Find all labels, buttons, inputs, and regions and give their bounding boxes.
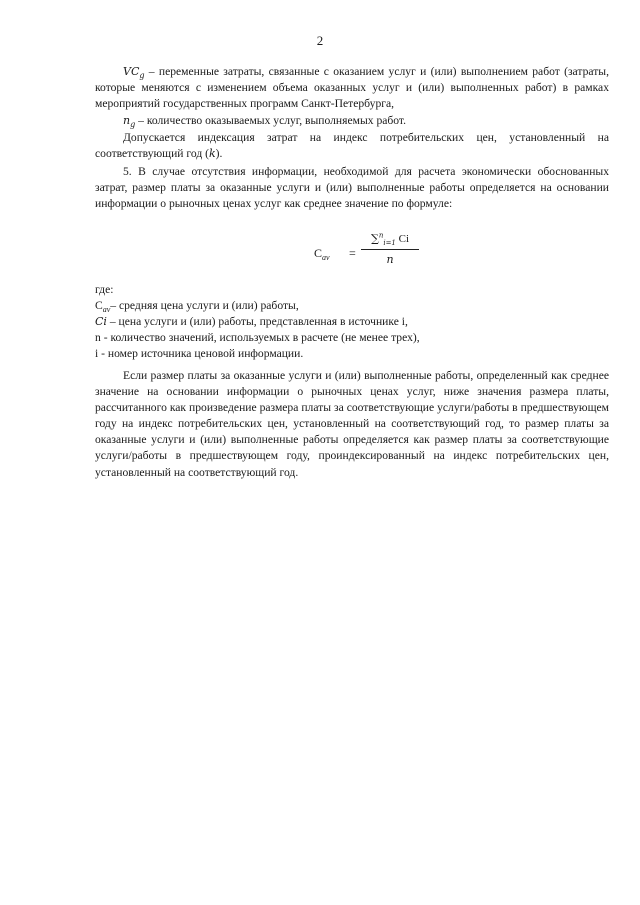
ng-definition-text: – количество оказываемых услуг, выполняемых работ. <box>138 114 407 128</box>
vcg-variable: $VC_g$ <box>123 65 145 80</box>
paragraph-closing: Если размер платы за оказанные услуги и (или) выполненные работы, определенный как среднее значение на основании информации о рыночных ценах услуг, ниже значения размера платы, рассчитанного как произведение размера платы за соответствующие услуги/работы в предшествующем году на индекс потребительских цен, установленный на соответствующий год, то размер платы за оказанные услуги и (или) выполненные работы определяется как размер платы за соответствующие услуги/работы в предшествующем году, проиндексированный на индекс потребительских цен, установленный на соответствующий год. <box>95 369 609 479</box>
formula-fraction <box>361 231 419 268</box>
definitions-heading: где: <box>95 283 114 296</box>
paragraph-vcg-definition <box>95 64 609 112</box>
paragraph-indexation <box>95 130 609 162</box>
definition-cav: $C_{av}-$ средняя цена услуги и (или) работы, <box>95 299 299 315</box>
formula-lhs: $C_{av}$ <box>314 246 330 262</box>
ng-variable: $n_g$ <box>123 114 136 130</box>
average-price-formula <box>95 231 609 275</box>
formula-equals-sign: = <box>349 246 356 260</box>
vcg-definition-text: – переменные затраты, связанные с оказанием услуг и (или) выполнением работ (затраты, которые меняются с изменением объема оказанных услуг и (или) выполненных работ) в рамках мероприятий государственных программ Санкт-Петербурга, <box>95 65 609 111</box>
paragraph-ng-definition <box>95 113 609 129</box>
paragraph-item-5: 5. В случае отсутствия информации, необходимой для расчета экономически обоснованных затрат, размер платы за оказанные услуги и (или) выполненные работы определяется на основании информации о рыночных ценах услуг как среднее значение по формуле: <box>95 164 609 210</box>
numerator-term: Ci <box>398 233 410 245</box>
indexation-end: ). <box>215 147 223 161</box>
document-body <box>95 64 609 479</box>
indexation-text: Допускается индексация затрат на индекс потребительских цен, установленный на соответствующий год ( <box>95 131 609 161</box>
formula-numerator <box>361 231 419 250</box>
closing-paragraph-container <box>95 368 609 481</box>
indexation-variable: k <box>208 147 216 161</box>
formula-definitions <box>95 282 609 362</box>
formula-denominator: n <box>386 253 394 266</box>
definition-i: i - номер источника ценовой информации. <box>95 347 304 361</box>
sum-icon: ∑$^n_{i=1}$ <box>370 231 396 248</box>
definition-ci: Ci – цена услуги и (или) работы, представленная в источнике i, <box>95 315 408 329</box>
definition-n: n - количество значений, используемых в расчете (не менее трех), <box>95 331 420 345</box>
page-number: 2 <box>316 33 324 48</box>
